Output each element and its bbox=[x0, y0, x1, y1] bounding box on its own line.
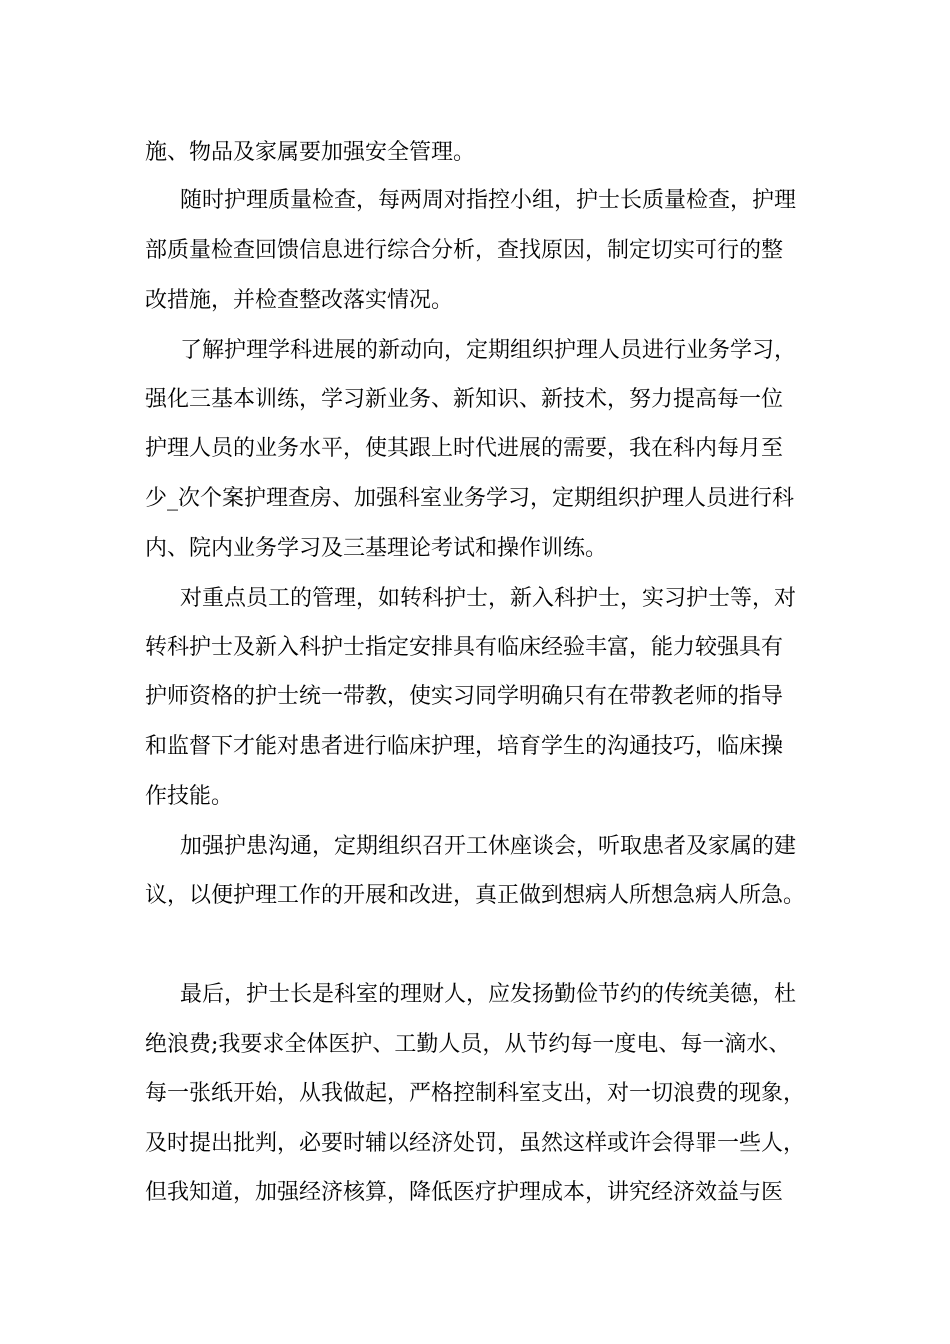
text-line: 护理人员的业务水平，使其跟上时代进展的需要，我在科内每月至 bbox=[145, 436, 784, 461]
text-line: 及时提出批判，必要时辅以经济处罚，虽然这样或许会得罪一些人， bbox=[145, 1131, 806, 1156]
text-line: 了解护理学科进展的新动向，定期组织护理人员进行业务学习， bbox=[180, 338, 797, 363]
text-line: 最后，护士长是科室的理财人，应发扬勤俭节约的传统美德，杜 bbox=[180, 982, 797, 1007]
text-line: 护师资格的护士统一带教，使实习同学明确只有在带教老师的指导 bbox=[145, 684, 784, 709]
text-line: 议，以便护理工作的开展和改进，真正做到想病人所想急病人所急。 bbox=[145, 883, 806, 908]
text-line: 和监督下才能对患者进行临床护理，培育学生的沟通技巧，临床操 bbox=[145, 734, 784, 759]
text-line: 对重点员工的管理，如转科护士，新入科护士，实习护士等，对 bbox=[180, 586, 797, 611]
text-line: 每一张纸开始，从我做起，严格控制科室支出，对一切浪费的现象， bbox=[145, 1081, 806, 1106]
text-line: 绝浪费;我要求全体医护、工勤人员，从节约每一度电、每一滴水、 bbox=[145, 1032, 791, 1057]
text-line: 加强护患沟通，定期组织召开工休座谈会，听取患者及家属的建 bbox=[180, 834, 797, 859]
text-line: 改措施，并检查整改落实情况。 bbox=[145, 288, 454, 313]
text-line: 少_次个案护理查房、加强科室业务学习，定期组织护理人员进行科 bbox=[145, 486, 795, 511]
text-line: 内、院内业务学习及三基理论考试和操作训练。 bbox=[145, 536, 608, 561]
text-line: 但我知道，加强经济核算，降低医疗护理成本，讲究经济效益与医 bbox=[145, 1180, 784, 1205]
text-line: 作技能。 bbox=[145, 784, 234, 809]
text-line: 施、物品及家属要加强安全管理。 bbox=[145, 140, 476, 165]
text-line: 强化三基本训练，学习新业务、新知识、新技术，努力提高每一位 bbox=[145, 387, 784, 412]
text-line: 随时护理质量检查，每两周对指控小组，护士长质量检查，护理 bbox=[180, 188, 797, 213]
text-line: 部质量检查回馈信息进行综合分析，查找原因，制定切实可行的整 bbox=[145, 238, 784, 263]
text-line: 转科护士及新入科护士指定安排具有临床经验丰富，能力较强具有 bbox=[145, 635, 784, 660]
